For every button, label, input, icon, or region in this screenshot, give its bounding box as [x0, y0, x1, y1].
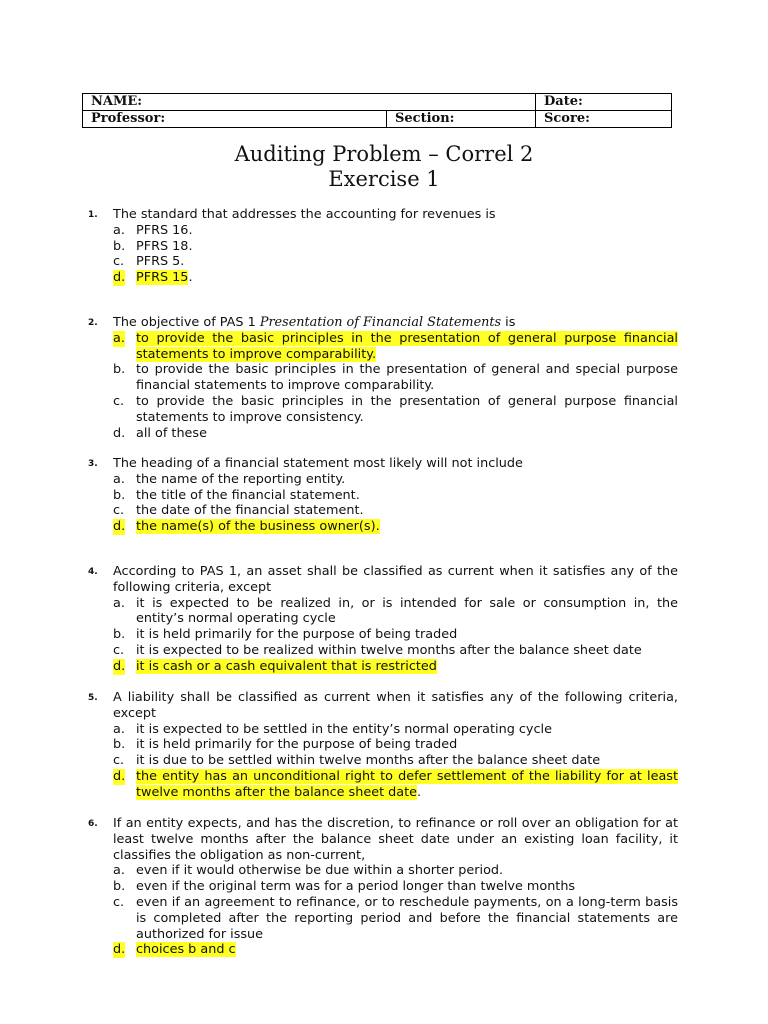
question-stem: The heading of a financial statement most likely will not include: [113, 456, 523, 471]
score-field: Score:: [536, 111, 672, 128]
document-title: Auditing Problem – Correl 2: [234, 142, 534, 166]
document-subtitle: Exercise 1: [328, 167, 440, 191]
question-stem: A liability shall be classified as current when it satisfies any of the following criteria, except: [113, 690, 678, 721]
choice-b: b. it is held primarily for the purpose of being traded: [113, 627, 458, 643]
question-4: [88, 564, 678, 675]
question-number: 4.: [88, 567, 98, 577]
choice-a: a. it is expected to be realized in, or is intended for sale or consumption in, the entity’s normal operating cycle: [113, 595, 678, 627]
section-field: Section:: [387, 111, 536, 128]
choice-b: b. to provide the basic principles in the presentation of general and special purpose financial statements to improve comparability.: [113, 362, 678, 394]
choice-b: b. even if the original term was for a period longer than twelve months: [113, 879, 576, 895]
choice-a: a. PFRS 16.: [113, 222, 193, 238]
choice-a-answer: a. to provide the basic principles in the presentation of general purpose financial statements to improve comparability.: [113, 330, 678, 362]
question-stem: The objective of PAS 1 Presentation of Financial Statements is: [113, 315, 516, 330]
name-field: NAME:: [83, 94, 536, 111]
choice-a: a. even if it would otherwise be due within a shorter period.: [113, 863, 504, 879]
question-number: 5.: [88, 693, 98, 703]
choice-d-answer: d. the name(s) of the business owner(s).: [113, 519, 380, 535]
choice-a: a. it is expected to be settled in the entity’s normal operating cycle: [113, 721, 552, 737]
question-1: [88, 207, 678, 286]
choice-b: b. the title of the financial statement.: [113, 487, 360, 503]
question-stem: According to PAS 1, an asset shall be classified as current when it satisfies any of the following criteria, except: [113, 564, 678, 595]
question-number: 1.: [88, 210, 98, 220]
choice-c: c. even if an agreement to refinance, or to reschedule payments, on a long-term basis is completed after the reporting period and before the financial statements are authorized for issue: [113, 894, 678, 942]
choice-c: c. to provide the basic principles in the presentation of general purpose financial statements to improve consistency.: [113, 393, 678, 425]
choice-d: d. all of these: [113, 425, 207, 441]
choice-c: c. it is expected to be realized within twelve months after the balance sheet date: [113, 642, 642, 658]
professor-field: Professor:: [83, 111, 387, 128]
choice-c: c. the date of the financial statement.: [113, 503, 364, 519]
student-info-table: [82, 93, 672, 128]
question-2: [88, 315, 678, 441]
question-stem: If an entity expects, and has the discretion, to refinance or roll over an obligation for at least twelve months after the balance sheet date under an existing loan facility, it classifies the obligation as non-current,: [113, 816, 678, 863]
question-number: 3.: [88, 459, 98, 469]
question-number: 2.: [88, 318, 98, 328]
question-stem: The standard that addresses the accounting for revenues is: [113, 207, 496, 222]
question-5: [88, 690, 678, 801]
choice-c: c. it is due to be settled within twelve months after the balance sheet date: [113, 753, 601, 769]
question-number: 6.: [88, 819, 98, 829]
date-field: Date:: [536, 94, 672, 111]
choice-d-answer: d. it is cash or a cash equivalent that is restricted: [113, 658, 437, 674]
question-3: [88, 456, 678, 535]
choice-d-answer: d. choices b and c: [113, 942, 236, 958]
choice-b: b. it is held primarily for the purpose of being traded: [113, 737, 458, 753]
choice-d-answer: d. PFRS 15.: [113, 270, 193, 286]
choice-b: b. PFRS 18.: [113, 238, 193, 254]
choice-c: c. PFRS 5.: [113, 254, 185, 270]
choice-a: a. the name of the reporting entity.: [113, 471, 346, 487]
choice-d-answer: d. the entity has an unconditional right to defer settlement of the liability for at least twelve months after the balance sheet date.: [113, 768, 678, 800]
question-6: [88, 816, 678, 958]
